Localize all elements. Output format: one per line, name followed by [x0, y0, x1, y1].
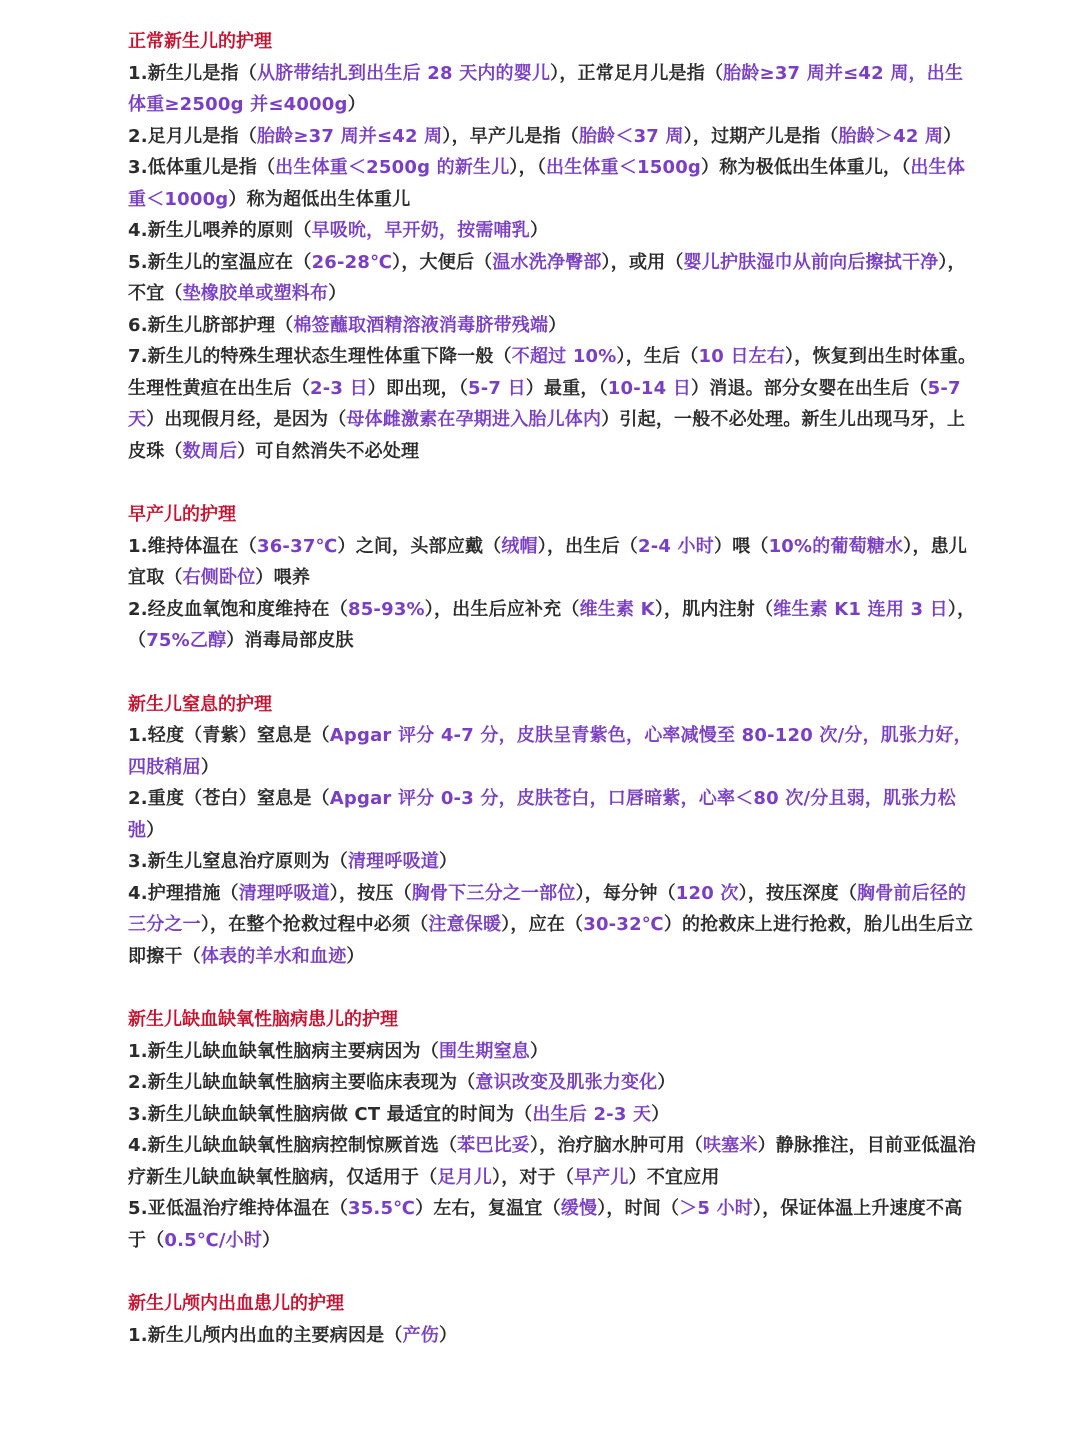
- answer-text: 120 次: [675, 882, 739, 904]
- answer-text: 婴儿护肤湿巾从前向后擦拭干净: [683, 251, 939, 273]
- answer-text: 从脐带结扎到出生后 28 天内的婴儿: [256, 62, 551, 84]
- question-text: ）: [328, 283, 347, 304]
- answer-text: 足月儿: [437, 1166, 493, 1188]
- answer-text: 母体雌激素在孕期进入胎儿体内: [346, 409, 602, 430]
- question-text: ）: [657, 1072, 676, 1093]
- question-text: ）喂养: [255, 567, 311, 588]
- list-item: [128, 720, 980, 783]
- question-text: ）左右，复温宜（: [415, 1198, 561, 1219]
- answer-text: 早吸吮，早开奶，按需哺乳: [311, 220, 530, 241]
- answer-text: 早产儿: [574, 1166, 629, 1188]
- answer-text: 出生体重＜2500g 的新生儿: [275, 157, 510, 178]
- list-item: [128, 215, 980, 247]
- list-item: [128, 531, 980, 594]
- list-item: [128, 247, 980, 310]
- answer-text: 0.5℃/小时: [164, 1229, 263, 1251]
- list-item: [128, 310, 980, 342]
- question-text: ）: [943, 125, 962, 147]
- question-text: ），出生后应补充（: [424, 598, 580, 620]
- answer-text: 出生后 2-3 天: [532, 1103, 652, 1125]
- answer-text: Apgar 评分 0-3 分，皮肤苍白，口唇暗紫，心率＜80 次/分且弱，肌张力松弛: [128, 788, 956, 841]
- question-text: 2.新生儿缺血缺氧性脑病主要临床表现为（: [128, 1072, 476, 1093]
- section-title: 早产儿的护理: [128, 504, 236, 525]
- question-text: ），或用（: [601, 251, 684, 273]
- question-text: ），治疗脑水肿可用（: [529, 1135, 703, 1156]
- question-text: ）: [438, 1324, 458, 1346]
- question-text: ）即出现，（: [367, 377, 468, 399]
- list-item: [128, 1320, 980, 1352]
- list-item: [128, 1099, 980, 1131]
- answer-text: 胎龄＜37 周: [578, 125, 684, 147]
- question-text: ），过期产儿是指（: [683, 125, 839, 147]
- answer-text: 出生体重＜1500g: [546, 157, 702, 178]
- answer-text: 30-32℃: [583, 914, 664, 935]
- answer-text: 胎龄＞42 周: [838, 125, 944, 147]
- section: [128, 499, 980, 657]
- answer-text: 维生素 K1 连用 3 日: [773, 598, 948, 620]
- question-text: ）: [548, 314, 567, 336]
- question-text: 1.维持体温在（: [128, 535, 257, 557]
- question-text: ），每分钟（: [575, 882, 676, 904]
- question-text: ）: [146, 819, 165, 841]
- question-text: ）称为超低出生体重儿: [228, 188, 411, 210]
- answer-text: 36-37℃: [256, 535, 338, 557]
- question-text: 3.新生儿缺血缺氧性脑病做 CT 最适宜的时间为（: [128, 1103, 533, 1125]
- question-text: ），恢复到出生时体重。生理性黄疸在出生后（: [128, 346, 977, 399]
- answer-text: 数周后: [182, 440, 238, 462]
- list-item: [128, 341, 980, 467]
- question-text: 7.新生儿的特殊生理状态生理性体重下降一般（: [128, 346, 512, 367]
- answer-text: 2-3 日: [310, 377, 368, 399]
- question-text: ）消毒局部皮肤: [226, 630, 354, 651]
- question-text: ）: [347, 94, 366, 115]
- list-item: [128, 846, 980, 878]
- answer-text: 绒帽: [501, 535, 538, 557]
- question-text: 2.足月儿是指（: [128, 125, 257, 147]
- question-text: 4.新生儿喂养的原则（: [128, 220, 312, 241]
- question-text: ）喂（: [713, 535, 769, 557]
- question-text: ）可自然消失不必处理: [237, 440, 420, 462]
- question-text: ），生后（: [616, 346, 699, 367]
- answer-text: 10-14 日: [607, 377, 692, 399]
- answer-text: 不超过 10%: [511, 346, 617, 367]
- question-text: ），按压深度（: [738, 882, 858, 904]
- list-item: [128, 1036, 980, 1068]
- question-text: 1.新生儿是指（: [128, 62, 257, 84]
- question-text: ），按压（: [329, 882, 412, 904]
- question-text: ），出生后（: [537, 535, 638, 557]
- question-text: ）: [529, 220, 549, 241]
- list-item: [128, 594, 980, 657]
- answer-text: 出生体重＜1000g: [128, 157, 966, 210]
- answer-text: 苯巴比妥: [457, 1135, 530, 1156]
- question-text: ）不宜应用: [628, 1166, 720, 1188]
- question-text: ）出现假月经，是因为（: [146, 409, 347, 430]
- answer-text: 胎龄≥37 周并≤42 周: [256, 125, 443, 147]
- question-text: 1.新生儿缺血缺氧性脑病主要病因为（: [128, 1040, 439, 1062]
- answer-text: 10%的葡萄糖水: [768, 535, 904, 557]
- answer-text: 右侧卧位: [182, 567, 256, 588]
- section: [128, 1288, 980, 1351]
- question-text: ），大便后（: [392, 251, 493, 273]
- question-text: ），对于（: [492, 1166, 575, 1188]
- section-title: 新生儿颅内出血患儿的护理: [128, 1293, 344, 1314]
- question-text: ）之间，头部应戴（: [337, 535, 502, 557]
- question-text: ）的抢救床上进行抢救，胎儿出生后立即擦干（: [128, 914, 974, 967]
- question-text: 1.新生儿颅内出血的主要病因是（: [128, 1324, 403, 1346]
- question-text: ），肌内注射（: [654, 598, 774, 620]
- question-text: 4.新生儿缺血缺氧性脑病控制惊厥首选（: [128, 1135, 458, 1156]
- answer-text: 垫橡胶单或塑料布: [182, 283, 329, 304]
- answer-text: 意识改变及肌张力变化: [475, 1072, 658, 1093]
- list-item: [128, 152, 980, 215]
- answer-text: 26-28℃: [311, 251, 393, 273]
- answer-text: 胸骨前后径的三分之一: [128, 882, 967, 935]
- answer-text: 体表的羊水和血迹: [200, 945, 347, 967]
- question-text: 3.低体重儿是指（: [128, 157, 276, 178]
- answer-text: 清理呼吸道: [347, 851, 439, 872]
- question-text: 6.新生儿脐部护理（: [128, 314, 294, 336]
- question-text: ），保证体温上升速度不高于（: [128, 1198, 963, 1251]
- answer-text: 棉签蘸取酒精溶液消毒脐带残端: [293, 314, 549, 336]
- answer-text: 2-4 小时: [637, 535, 714, 557]
- answer-text: 呋塞米: [702, 1135, 758, 1156]
- answer-text: 清理呼吸道: [238, 882, 330, 904]
- question-text: 4.护理措施（: [128, 882, 239, 904]
- question-text: ）消退。部分女婴在出生后（: [691, 377, 928, 399]
- answer-text: ＞5 小时: [679, 1198, 753, 1219]
- answer-text: 温水洗净臀部: [492, 251, 602, 273]
- answer-text: 35.5℃: [347, 1198, 416, 1219]
- question-text: ），不宜（: [128, 251, 966, 304]
- question-text: ），应在（: [501, 914, 584, 935]
- question-text: ），时间（: [597, 1198, 680, 1219]
- question-text: ）: [262, 1229, 281, 1251]
- question-text: 1.轻度（青紫）窒息是（: [128, 725, 330, 746]
- question-text: ）最重，（: [525, 377, 608, 399]
- section: [128, 1004, 980, 1256]
- question-text: 5.亚低温治疗维持体温在（: [128, 1198, 348, 1219]
- section-title: 新生儿缺血缺氧性脑病患儿的护理: [128, 1009, 398, 1030]
- question-text: ）: [200, 756, 220, 778]
- question-text: ），早产儿是指（: [442, 125, 579, 147]
- section: [128, 26, 980, 467]
- answer-text: 胎龄≥37 周并≤42 周，出生体重≥2500g 并≤4000g: [128, 62, 964, 115]
- question-text: ），在整个抢救过程中必须（: [200, 914, 429, 935]
- answer-text: 75%乙醇: [146, 630, 227, 651]
- answer-text: 胸骨下三分之一部位: [411, 882, 576, 904]
- list-item: [128, 1130, 980, 1193]
- question-text: ）称为极低出生体重儿，（: [701, 157, 911, 178]
- list-item: [128, 58, 980, 121]
- question-text: 2.经皮血氧饱和度维持在（: [128, 598, 348, 620]
- question-text: ）: [346, 945, 365, 967]
- answer-text: 10 日左右: [698, 346, 786, 367]
- answer-text: 85-93%: [347, 598, 425, 620]
- question-text: ）: [529, 1040, 549, 1062]
- question-text: ）: [651, 1103, 670, 1125]
- question-text: 3.新生儿窒息治疗原则为（: [128, 851, 348, 872]
- list-item: [128, 783, 980, 846]
- list-item: [128, 878, 980, 973]
- question-text: 5.新生儿的室温应在（: [128, 251, 312, 273]
- section-title: 正常新生儿的护理: [128, 31, 272, 52]
- question-text: 2.重度（苍白）窒息是（: [128, 788, 330, 809]
- question-text: ），（: [509, 157, 547, 178]
- answer-text: 注意保暖: [428, 914, 502, 935]
- question-text: ），（: [128, 598, 976, 651]
- answer-text: 维生素 K: [579, 598, 655, 620]
- question-text: ），正常足月儿是指（: [550, 62, 724, 84]
- list-item: [128, 1193, 980, 1256]
- section-title: 新生儿窒息的护理: [128, 693, 272, 715]
- question-text: ），患儿宜取（: [128, 535, 968, 588]
- answer-text: 5-7 天: [128, 377, 961, 430]
- answer-text: 围生期窒息: [438, 1040, 530, 1062]
- list-item: [128, 1067, 980, 1099]
- question-text: ）引起，一般不必处理。新生儿出现马牙，上皮珠（: [128, 409, 966, 462]
- answer-text: 缓慢: [560, 1198, 598, 1219]
- list-item: [128, 121, 980, 153]
- section: [128, 689, 980, 973]
- answer-text: 5-7 日: [468, 377, 526, 399]
- question-text: ）静脉推注，目前亚低温治疗新生儿缺血缺氧性脑病，仅适用于（: [128, 1135, 976, 1188]
- answer-text: 产伤: [402, 1324, 439, 1346]
- question-text: ）: [438, 851, 458, 872]
- answer-text: Apgar 评分 4-7 分，皮肤呈青紫色，心率减慢至 80-120 次/分，肌张力好，四肢稍屈: [128, 725, 972, 778]
